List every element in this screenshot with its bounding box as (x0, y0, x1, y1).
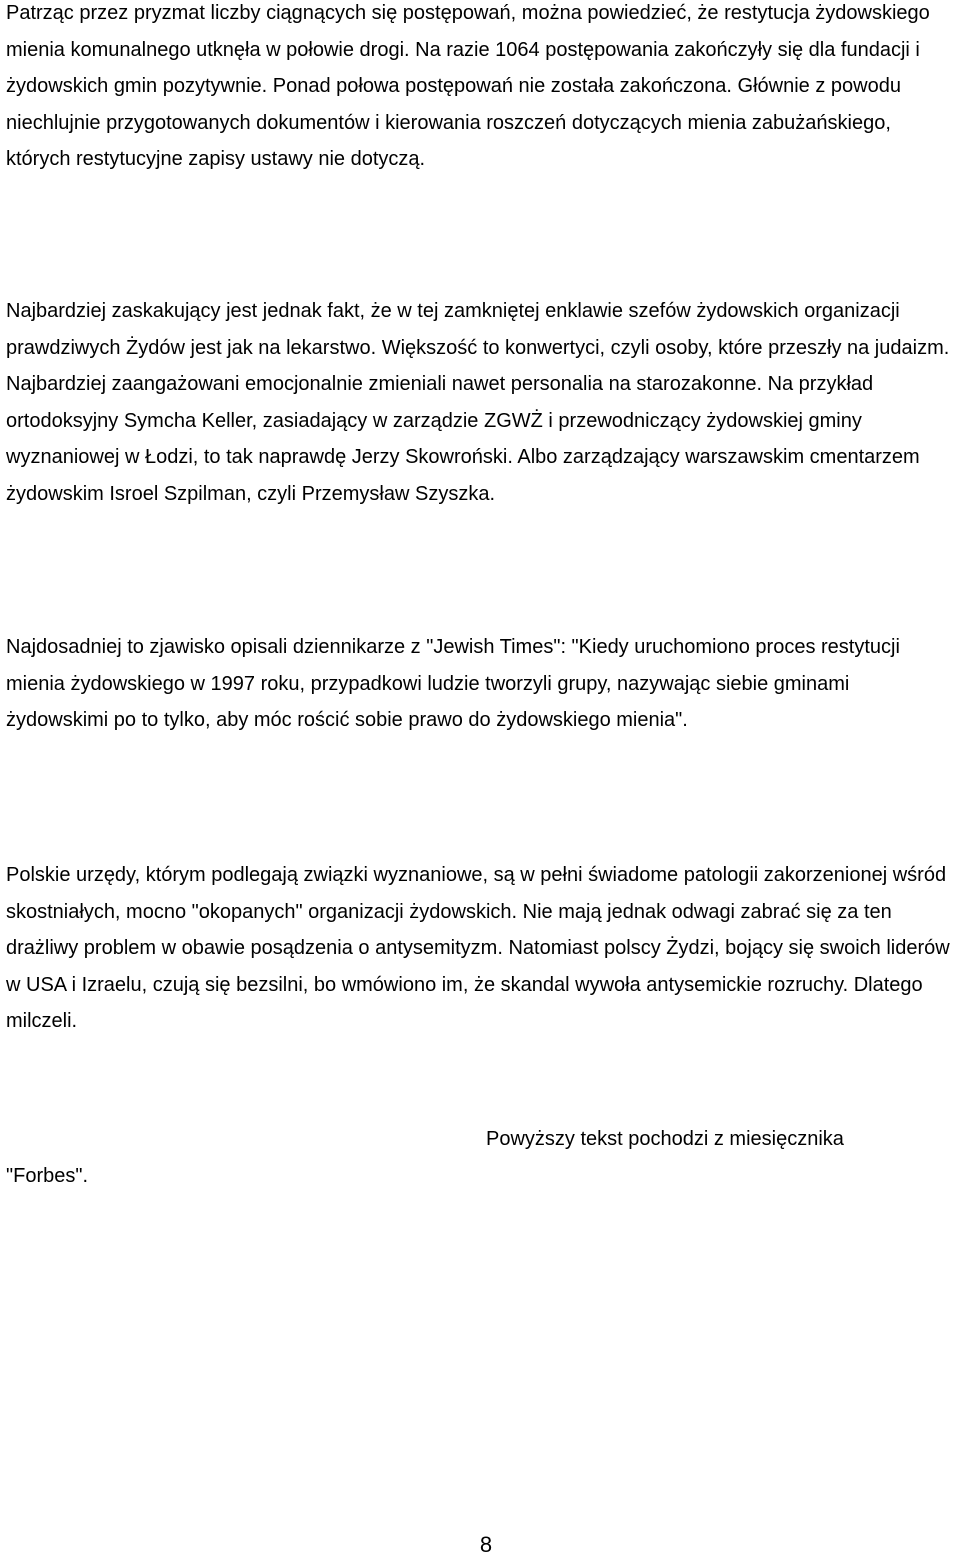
page-number: 8 (479, 1532, 493, 1557)
paragraph-converts: Najbardziej zaskakujący jest jednak fakt, że w tej zamkniętej enklawie szefów żydowskich organizacji prawdziwych Żydów jest jak na lekarstwo. Większość to konwertyci, czyli osoby, które przeszły na judaizm. Najbardziej zaangażowani emocjonalnie zmieniali nawet personalia na starozakonne. Na przykład ortodoksyjny Symcha Keller, zasiadający w zarządzie ZGWŻ i przewodniczący żydowskiej gminy wyznaniowej w Łodzi, to tak naprawdę Jerzy Skowroński. Albo zarządzający warszawskim cmentarzem żydowskim Isroel Szpilman, czyli Przemysław Szyszka. (6, 300, 950, 505)
source-note-line-2: "Forbes". (6, 1165, 89, 1187)
paragraph-polish-offices: Polskie urzędy, którym podlegają związki wyznaniowe, są w pełni świadome patologii zakorzenionej wśród skostniałych, mocno "okopanych" organizacji żydowskich. Nie mają jednak odwagi zabrać się za ten drażliwy problem w obawie posądzenia o antysemityzm. Natomiast polscy Żydzi, bojący się swoich liderów w USA i Izraelu, czują się bezsilni, bo wmówiono im, że skandal wywoła antysemickie rozruchy. Dlatego milczeli. (6, 864, 950, 1032)
paragraph-restitution-status: Patrząc przez pryzmat liczby ciągnących się postępowań, można powiedzieć, że restytucja żydowskiego mienia komunalnego utknęła w połowie drogi. Na razie 1064 postępowania zakończyły się dla fundacji i żydowskich gmin pozytywnie. Ponad połowa postępowań nie została zakończona. Głównie z powodu niechlujnie przygotowanych dokumentów i kierowania roszczeń dotyczących mienia zabużańskiego, których restytucyjne zapisy ustawy nie dotyczą. (6, 2, 930, 170)
paragraph-jewish-times-quote: Najdosadniej to zjawisko opisali dziennikarze z "Jewish Times": "Kiedy uruchomiono proces restytucji mienia żydowskiego w 1997 roku, przypadkowi ludzie tworzyli grupy, nazywając siebie gminami żydowskimi po to tylko, aby móc rościć sobie prawo do żydowskiego mienia". (6, 636, 900, 731)
source-note-line-1: Powyższy tekst pochodzi z miesięcznika (486, 1128, 844, 1150)
